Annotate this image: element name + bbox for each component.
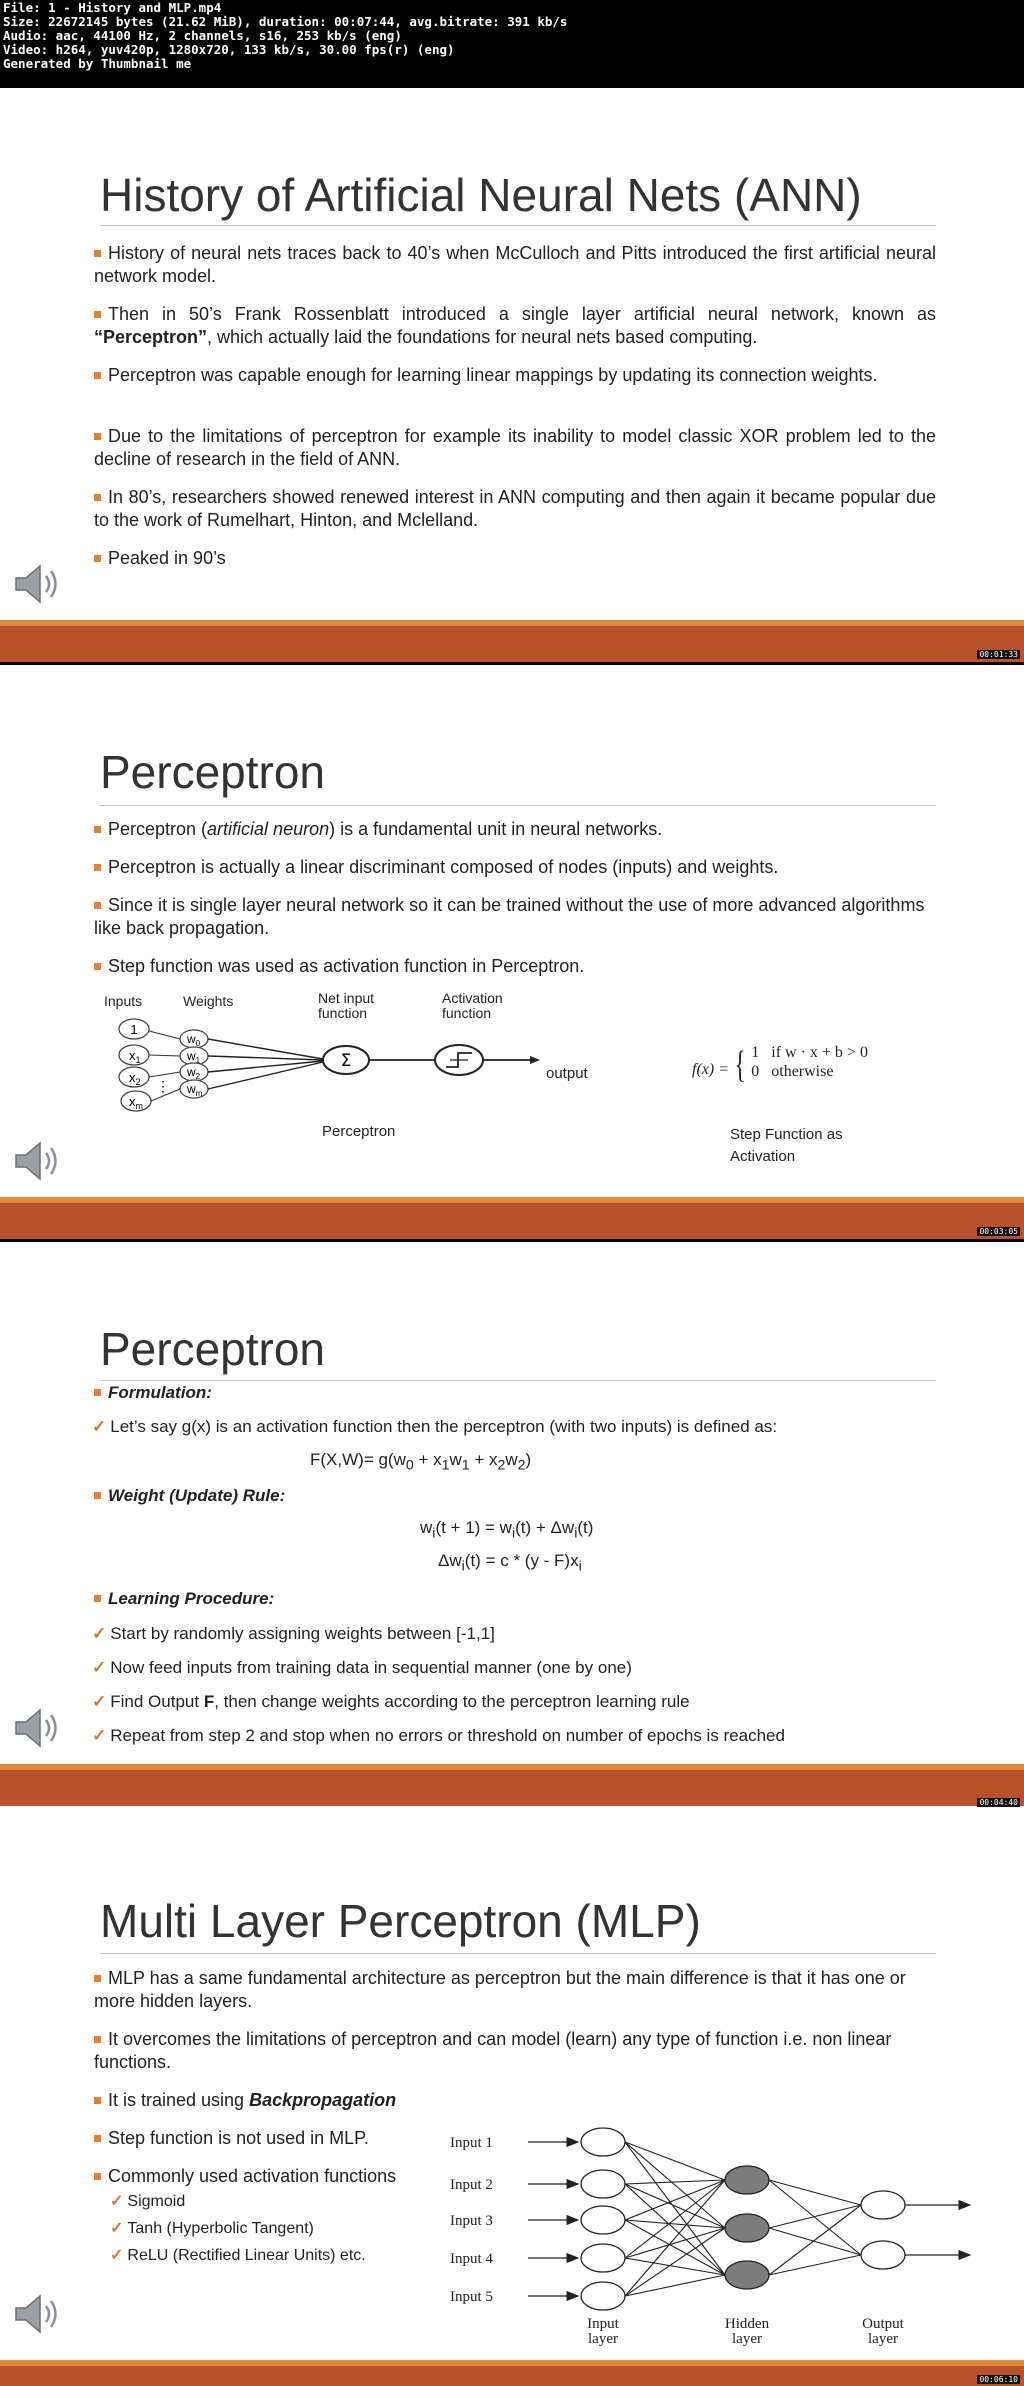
speaker-icon[interactable] — [12, 2290, 66, 2338]
bullet — [94, 242, 936, 288]
bullet-italic-text: artificial neuron — [207, 819, 330, 839]
bullet-text: Peaked in 90’s — [108, 548, 226, 568]
step-caption — [730, 1124, 843, 1168]
bullet-marker — [94, 2097, 101, 2104]
item-text: Now feed inputs from training data in sequential manner (one by one) — [110, 1658, 632, 1677]
slide-title: History of Artificial Neural Nets (ANN) — [100, 169, 862, 221]
bullet — [94, 1967, 936, 2013]
bullet-marker — [94, 250, 101, 257]
edge — [769, 2205, 861, 2228]
bullet-marker — [94, 2036, 101, 2043]
check-icon: ✓ — [92, 1692, 107, 1711]
bullet-text: It overcomes the limitations of perceptron and can model (learn) any type of function i.e. non linear functions. — [94, 2029, 892, 2072]
output-neuron — [861, 2241, 905, 2269]
step-formula — [692, 1043, 868, 1087]
bullet-marker — [94, 1389, 101, 1396]
footer-strip — [0, 620, 1024, 626]
bullet — [94, 856, 936, 879]
sub-item — [110, 2190, 440, 2213]
w2-label: w — [187, 1065, 196, 1079]
delta-weight-equation: $\Delta w_i(t) = c * (y - F)x_i$ — [438, 1551, 582, 1575]
video-info-header — [0, 0, 1024, 84]
file-line: File: 1 - History and MLP.mp4 — [3, 0, 222, 15]
svg-text:wm: $w_m$ — [187, 1082, 203, 1098]
footer-strip — [0, 1764, 1024, 1770]
formulation-heading — [94, 1381, 936, 1404]
output-neuron — [861, 2191, 905, 2219]
mlp-network-diagram — [440, 2112, 980, 2357]
timestamp: 00:03:05 — [979, 1227, 1018, 1236]
slide-title: Perceptron — [100, 1323, 326, 1375]
bullet-marker — [94, 902, 101, 909]
bullet — [94, 818, 936, 841]
slide-title: Multi Layer Perceptron (MLP) — [100, 1895, 701, 1947]
title-rule — [100, 805, 936, 806]
timestamp: 00:06:10 — [979, 2375, 1018, 2384]
perceptron-caption: Perceptron — [322, 1123, 396, 1140]
check-item — [92, 1415, 934, 1438]
edge — [769, 2180, 861, 2255]
bullet-marker — [94, 372, 101, 379]
heading-text: Weight (Update) Rule: — [108, 1486, 286, 1505]
timestamp: 00:04:40 — [979, 1798, 1018, 1807]
svg-text:xm: $x_m$ — [129, 1094, 143, 1111]
bullet — [94, 486, 936, 532]
case2-value: 0 — [751, 1063, 760, 1080]
input-neuron — [581, 2170, 625, 2198]
edge — [625, 2228, 725, 2258]
bullet-text: Commonly used activation functions — [108, 2166, 397, 2186]
footer-band — [0, 1764, 1024, 1806]
svg-text:w2: $w_2$ — [187, 1065, 201, 1081]
net-input-line1: Net input — [318, 990, 375, 1006]
w0-label: w — [187, 1032, 196, 1046]
bullet-text: ) is a fundamental unit in neural networks. — [329, 819, 663, 839]
heading-text: Learning Procedure: — [108, 1589, 275, 1608]
bullet-text: In 80’s, researchers showed renewed interest in ANN computing and then again it became popular due to the work of Rumelhart, Hinton, and Mclelland. — [94, 487, 936, 530]
bullet-text: Due to the limitations of perceptron for example its inability to model classic XOR problem led to the decline of research in the field of ANN. — [94, 426, 936, 469]
video-line: Video: h264, yuv420p, 1280x720, 133 kb/s, 30.00 fps(r) (eng) — [3, 42, 455, 57]
check-icon: ✓ — [92, 1624, 107, 1643]
check-item — [92, 1724, 934, 1747]
heading-text: Formulation: — [108, 1383, 212, 1402]
output-layer-label: Output — [862, 2316, 904, 2332]
speaker-icon[interactable] — [12, 1704, 66, 1752]
output-layer-label: layer — [868, 2331, 898, 2347]
check-icon: ✓ — [110, 2220, 124, 2237]
input-label: Input 2 — [450, 2177, 493, 2193]
speaker-icon[interactable] — [12, 560, 66, 608]
bias-label: 1 — [130, 1022, 138, 1037]
bullet — [94, 955, 936, 978]
input-neuron — [581, 2282, 625, 2310]
footer-strip — [0, 1197, 1024, 1203]
bullet-marker — [94, 963, 101, 970]
edge — [769, 2180, 861, 2205]
edge — [625, 2142, 725, 2180]
case1-value: 1 — [751, 1044, 760, 1061]
sub-item-text: Sigmoid — [127, 2193, 186, 2210]
bullet-marker — [94, 555, 101, 562]
input-label: Input 4 — [450, 2251, 493, 2267]
speaker-icon[interactable] — [12, 1137, 66, 1185]
formula-cases — [751, 1043, 868, 1081]
input-neuron — [581, 2128, 625, 2156]
item-text: Repeat from step 2 and stop when no errors or threshold on number of epochs is reached — [110, 1726, 785, 1745]
input-neuron — [581, 2244, 625, 2272]
x2-label: x — [129, 1070, 136, 1085]
perceptron-equation: $F(X,W)= g(w_0 + x_1w_1 + x_2w_2)$ — [310, 1450, 532, 1474]
edge — [769, 2228, 861, 2255]
output-label: output — [546, 1065, 588, 1082]
weight-update-equation: $w_i(t + 1) = w_i(t) + \Delta w_i(t)$ — [420, 1518, 594, 1542]
edge — [625, 2180, 725, 2258]
bullet-text: Step function is not used in MLP. — [108, 2128, 369, 2148]
svg-text:w0: $w_0$ — [187, 1032, 201, 1048]
audio-line: Audio: aac, 44100 Hz, 2 channels, s16, 253 kb/s (eng) — [3, 28, 402, 43]
step-caption-line1: Step Function as — [730, 1126, 843, 1143]
sigma-label: Σ — [340, 1051, 352, 1071]
footer-band — [0, 620, 1024, 662]
bullet-marker — [94, 2135, 101, 2142]
item-text: Find Output — [110, 1692, 204, 1711]
input-layer-label: layer — [588, 2331, 618, 2347]
case2-condition: otherwise — [771, 1063, 834, 1080]
input-label: Input 5 — [450, 2289, 493, 2305]
edge — [625, 2180, 725, 2220]
wm-label: w — [187, 1082, 196, 1096]
bullet-bold-italic-text: Backpropagation — [249, 2090, 397, 2110]
check-icon: ✓ — [110, 2193, 124, 2210]
generator-line: Generated by Thumbnail me — [3, 56, 192, 71]
title-rule — [100, 225, 936, 226]
bullet-marker — [94, 1492, 101, 1499]
bullet-marker — [94, 1975, 101, 1982]
bullet-marker — [94, 826, 101, 833]
svg-text:x2: $x_2$ — [129, 1070, 141, 1087]
bullet — [94, 894, 936, 940]
x1-label: x — [129, 1048, 136, 1063]
size-line: Size: 22672145 bytes (21.62 MiB), duration: 00:07:44, avg.bitrate: 391 kb/s — [3, 14, 568, 29]
bullet-text: Perceptron is actually a linear discriminant composed of nodes (inputs) and weights. — [108, 857, 779, 877]
footer-band — [0, 2360, 1024, 2386]
bullet-text: Perceptron ( — [108, 819, 208, 839]
learning-heading — [94, 1587, 936, 1610]
weights-label: Weights — [183, 993, 234, 1009]
bullet — [94, 547, 936, 570]
check-item — [92, 1656, 934, 1679]
slide-perceptron-formulation — [0, 1242, 1024, 1816]
check-icon: ✓ — [110, 2247, 124, 2264]
edge — [625, 2142, 725, 2275]
w1-label: w — [187, 1049, 196, 1063]
hidden-neuron — [725, 2261, 769, 2289]
hidden-neuron — [725, 2166, 769, 2194]
bullet-text: History of neural nets traces back to 40’s when McCulloch and Pitts introduced the first artificial neural network model. — [94, 243, 936, 286]
check-icon: ✓ — [92, 1726, 107, 1745]
svg-text:x1: $x_1$ — [129, 1048, 141, 1065]
ellipsis-label: ⋮ — [156, 1078, 170, 1094]
hidden-layer-label: Hidden — [724, 2316, 770, 2332]
bullet-text: Perceptron was capable enough for learning linear mappings by updating its connection weights. — [108, 365, 878, 385]
check-icon: ✓ — [92, 1417, 107, 1436]
sub-item-text: ReLU (Rectified Linear Units) etc. — [127, 2247, 366, 2264]
slide-title: Perceptron — [100, 746, 326, 798]
check-icon: ✓ — [92, 1658, 107, 1677]
bullet-text: Then in 50’s Frank Rossenblatt introduced a single layer artificial neural network, known as — [108, 304, 936, 324]
input-layer-label: Input — [587, 2316, 619, 2332]
footer-band — [0, 1197, 1024, 1239]
step-caption-line2: Activation — [730, 1148, 796, 1165]
check-item — [92, 1622, 934, 1645]
bullet-text: It is trained using — [108, 2090, 250, 2110]
timestamp: 00:01:33 — [979, 650, 1018, 659]
bullet — [94, 425, 936, 471]
sub-item — [110, 2244, 440, 2267]
edge — [625, 2142, 725, 2228]
bullet — [94, 2089, 936, 2112]
bullet-text: , which actually laid the foundations for neural nets based computing. — [207, 327, 758, 347]
net-input-line2: function — [318, 1005, 368, 1021]
svg-text:w1: $w_1$ — [187, 1049, 201, 1065]
formula-lhs: f(x) = — [692, 1061, 729, 1078]
item-text: Start by randomly assigning weights between [-1,1] — [110, 1624, 495, 1643]
xm-label: x — [129, 1094, 136, 1109]
bullet-marker — [94, 864, 101, 871]
bullet-bold-text: Perceptron” — [103, 327, 208, 347]
bullet-marker — [94, 494, 101, 501]
slide-mlp — [0, 1812, 1024, 2386]
edge — [625, 2180, 725, 2184]
input-label: Input 3 — [450, 2213, 493, 2229]
hidden-neuron — [725, 2214, 769, 2242]
item-bold-text: F — [203, 1692, 215, 1711]
bullet-marker — [94, 1595, 101, 1602]
inputs-label: Inputs — [104, 993, 143, 1009]
input-neuron — [581, 2206, 625, 2234]
check-item — [92, 1690, 934, 1713]
title-rule — [100, 1953, 936, 1954]
bullet — [94, 2028, 936, 2074]
bullet-marker — [94, 2173, 101, 2180]
formula-brace: { — [734, 1044, 746, 1086]
activation-line1: Activation — [442, 990, 503, 1006]
sub-item — [110, 2217, 440, 2240]
item-text: , then change weights according to the perceptron learning rule — [214, 1692, 690, 1711]
activation-line2: function — [442, 1005, 492, 1021]
slide-perceptron — [0, 665, 1024, 1239]
bullet-marker — [94, 311, 101, 318]
footer-strip — [0, 2360, 1024, 2366]
weight-rule-heading — [94, 1484, 936, 1507]
bullet-text: Step function was used as activation function in Perceptron. — [108, 956, 585, 976]
hidden-layer-label: layer — [732, 2331, 762, 2347]
bullet-marker — [94, 433, 101, 440]
slide-history — [0, 88, 1024, 662]
input-label: Input 1 — [450, 2135, 493, 2151]
bullet: Then in 50’s Frank Rossenblatt introduced a single layer artificial neural network, known as “Perceptron”, which actually laid the foundations for neural nets based computing. — [94, 304, 936, 347]
bullet — [94, 364, 936, 387]
item-text: Let’s say g(x) is an activation function then the perceptron (with two inputs) is defined as: — [110, 1417, 778, 1436]
bullet-text: Since it is single layer neural network so it can be trained without the use of more advanced algorithms like back propagation. — [94, 895, 925, 938]
bullet-text: MLP has a same fundamental architecture as perceptron but the main difference is that it has one or more hidden layers. — [94, 1968, 906, 2011]
sub-item-text: Tanh (Hyperbolic Tangent) — [127, 2220, 314, 2237]
case1-condition: if w · x + b > 0 — [771, 1044, 868, 1061]
